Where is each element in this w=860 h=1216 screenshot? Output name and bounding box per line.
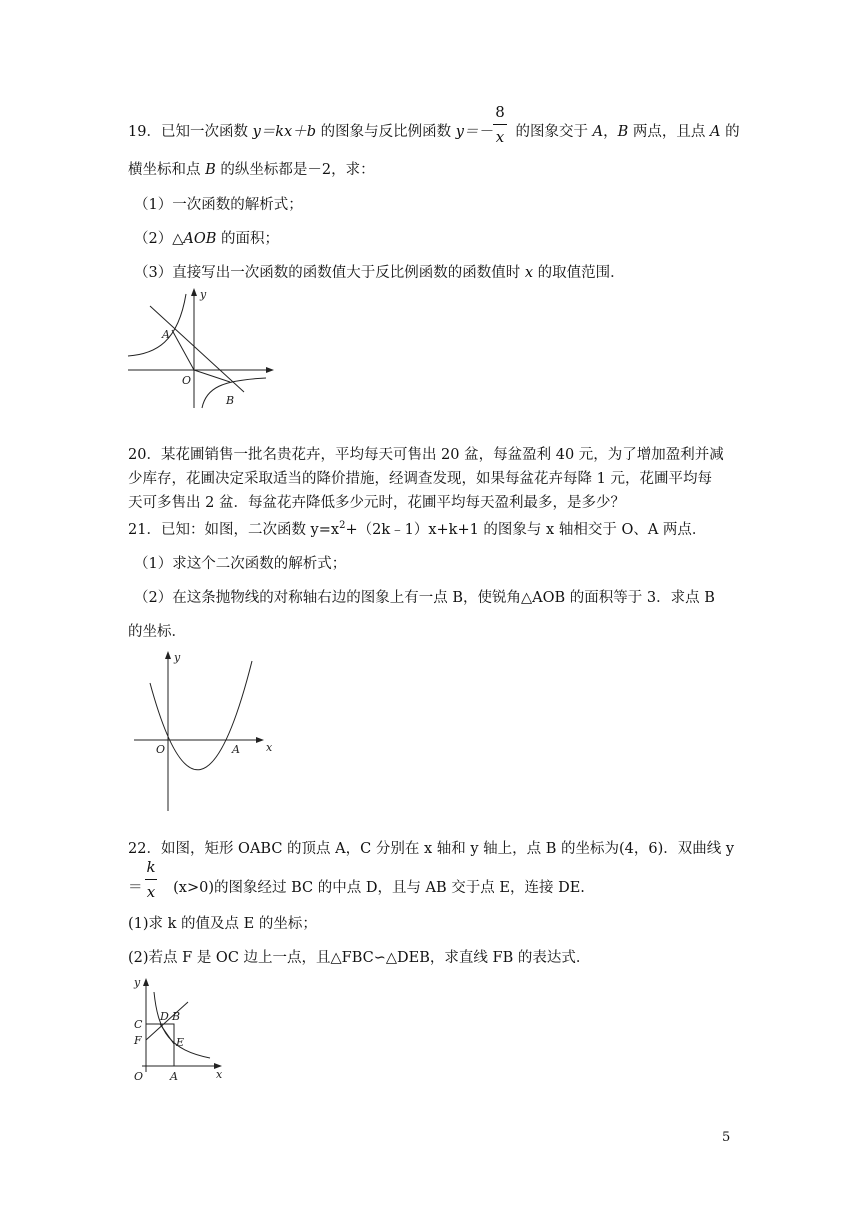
- q19-segment-ob: [194, 370, 230, 382]
- q22-fraction-denominator: x: [146, 883, 156, 901]
- q21-line1: 21．已知：如图，二次函数 $y=x^2+(2k﹣1)x+k+1$ 的图象与 x 轴相交于 O、A 两点．: [128, 520, 707, 538]
- q19-part2: （2）△AOB 的面积；: [134, 231, 280, 247]
- q19-linear-line: [150, 306, 244, 392]
- q20-line1: 20．某花圃销售一批名贵花卉，平均每天可售出 20 盆，每盆盈利 40 元，为了增加盈利并减: [128, 447, 724, 463]
- q22-fraction-numerator: k: [146, 858, 156, 876]
- q19-line2: 横坐标和点 B 的纵坐标都是－2，求：: [128, 162, 375, 178]
- q22-fraction-bar: [145, 879, 157, 880]
- q22-y-arrow: [143, 978, 149, 986]
- q19-label-o: O: [182, 374, 192, 387]
- q21-label-a: A: [232, 743, 240, 756]
- q19-figure: [126, 284, 286, 414]
- q22-part2: (2)若点 F 是 OC 边上一点，且△FBC∽△DEB，求直线 FB 的表达式．: [128, 950, 591, 966]
- q19-linear-equation: y＝kx＋b: [252, 124, 316, 140]
- q22-line2: ＝ (x>0)的图象经过 BC 的中点 D，且与 AB 交于点 E，连接 DE.: [128, 880, 585, 896]
- q21-y-arrow: [165, 651, 171, 659]
- q22-label-y: y: [134, 976, 141, 989]
- q22-label-o: O: [134, 1070, 144, 1083]
- q22-label-f: F: [134, 1034, 142, 1047]
- q19-fraction-denominator: x: [495, 128, 505, 146]
- q22-segment-de: [160, 1024, 174, 1044]
- q19-y-arrow: [191, 288, 197, 296]
- q22-label-x: x: [216, 1068, 223, 1081]
- q20-line3: 天可多售出 2 盆．每盆花卉降低多少元时，花圃平均每天盈利最多，是多少？: [128, 495, 625, 511]
- q21-part1: （1）求这个二次函数的解析式；: [134, 556, 347, 572]
- q19-part1: （1）一次函数的解析式；: [134, 197, 303, 213]
- q19-fraction-numerator: 8: [495, 103, 505, 121]
- q22-rectangle-oabc: [146, 1024, 174, 1066]
- q22-label-d: D: [160, 1010, 169, 1023]
- q19-hyperbola-branch-left: [128, 294, 186, 356]
- q19-label-y: y: [200, 288, 207, 301]
- q21-label-y: y: [174, 651, 181, 664]
- q21-x-arrow: [256, 737, 264, 743]
- page-number: 5: [722, 1130, 731, 1145]
- q22-label-b: B: [172, 1010, 181, 1023]
- q19-inverse-equation: y＝－: [455, 124, 493, 140]
- q19-part3: （3）直接写出一次函数的函数值大于反比例函数的函数值时 x 的取值范围．: [134, 265, 625, 281]
- q21-label-o: O: [156, 743, 166, 756]
- q22-label-e: E: [176, 1036, 185, 1049]
- q19-label-a: A: [162, 328, 170, 341]
- q19-x-arrow: [266, 367, 274, 373]
- q20-line2: 少库存，花圃决定采取适当的降价措施，经调查发现，如果每盆花卉每降 1 元，花圃平均每: [128, 471, 712, 487]
- q21-part2-line2: 的坐标．: [128, 624, 186, 640]
- q21-label-x: x: [266, 741, 273, 754]
- q22-line1: 22．如图，矩形 OABC 的顶点 A，C 分别在 x 轴和 y 轴上，点 B 的坐标为(4，6)．双曲线 y: [128, 841, 735, 857]
- q22-figure: [126, 972, 236, 1084]
- q21-figure: [132, 647, 282, 817]
- q19-line1: 19．已知一次函数 y＝kx＋b 的图象与反比例函数 y＝－ 的图象交于 A，B 两点，且点 A 的: [128, 124, 740, 140]
- q19-fraction-bar: [493, 124, 507, 125]
- q19-label-b: B: [226, 394, 235, 407]
- q22-label-c: C: [134, 1018, 143, 1031]
- q21-part2-line1: （2）在这条抛物线的对称轴右边的图象上有一点 B，使锐角△AOB 的面积等于 3．求点 B: [134, 590, 715, 606]
- q22-label-a: A: [170, 1070, 178, 1083]
- q22-part1: (1)求 k 的值及点 E 的坐标；: [128, 916, 317, 932]
